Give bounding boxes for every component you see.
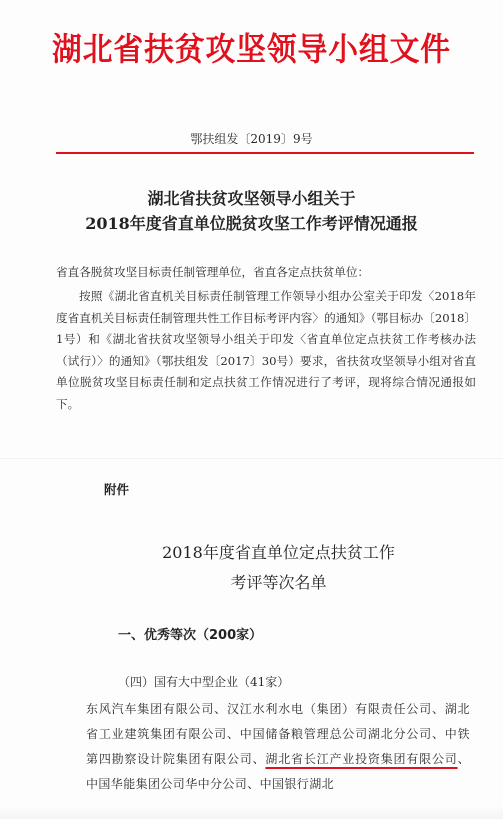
company-list xyxy=(86,697,470,797)
document-number: 鄂扶组发〔2019〕9号 xyxy=(190,132,313,146)
level-heading: 一、优秀等次（200家） xyxy=(118,628,263,643)
company-list-part-1: 东风汽车集团有限公司、汉江水利水电（集团）有限责任公司、湖北省工业建筑集团有限公司、中国储备粮管理总公司湖北分公司、中铁第四勘察设计院集团有限公司、 xyxy=(86,702,470,766)
notice-address: 省直各脱贫攻坚目标责任制管理单位，省直各定点扶贫单位： xyxy=(56,265,370,279)
notice-body: 按照《湖北省直机关目标责任制管理工作领导小组办公室关于印发〈2018年度省直机关目标责任制管理共性工作目标考评内容〉的通知》（鄂目标办〔2018〕1号）和《湖北省扶贫攻坚领导小组关于印发〈省直单位定点扶贫工作考核办法（试行）〉的通知》（鄂扶组发〔2017〕30号）要求，省扶贫攻坚领导小组对省直单位脱贫攻坚目标责任制和定点扶贫工作情况进行了考评，现将综合情况通报如下。 xyxy=(56,289,476,411)
company-list-part-2: 、中国华能集团公司华中分公司、中国银行湖北 xyxy=(86,752,470,791)
highlighted-company: 湖北省长江产业投资集团有限公司 xyxy=(265,752,458,766)
page-bottom-edge xyxy=(0,806,503,819)
notice-title-line-1: 湖北省扶贫攻坚领导小组关于 xyxy=(147,189,356,208)
header-red-rule xyxy=(56,152,474,154)
page-divider xyxy=(0,458,503,459)
attachment-title-line-1: 2018年度省直单位定点扶贫工作 xyxy=(162,543,395,562)
document-header-title: 湖北省扶贫攻坚领导小组文件 xyxy=(52,30,451,68)
attachment-title-line-2: 考评等次名单 xyxy=(230,573,327,592)
category-heading: （四）国有大中型企业（41家） xyxy=(118,675,290,689)
notice-title-line-2: 2018年度省直单位脱贫攻坚工作考评情况通报 xyxy=(85,214,418,233)
attachment-label: 附件 xyxy=(104,482,130,497)
